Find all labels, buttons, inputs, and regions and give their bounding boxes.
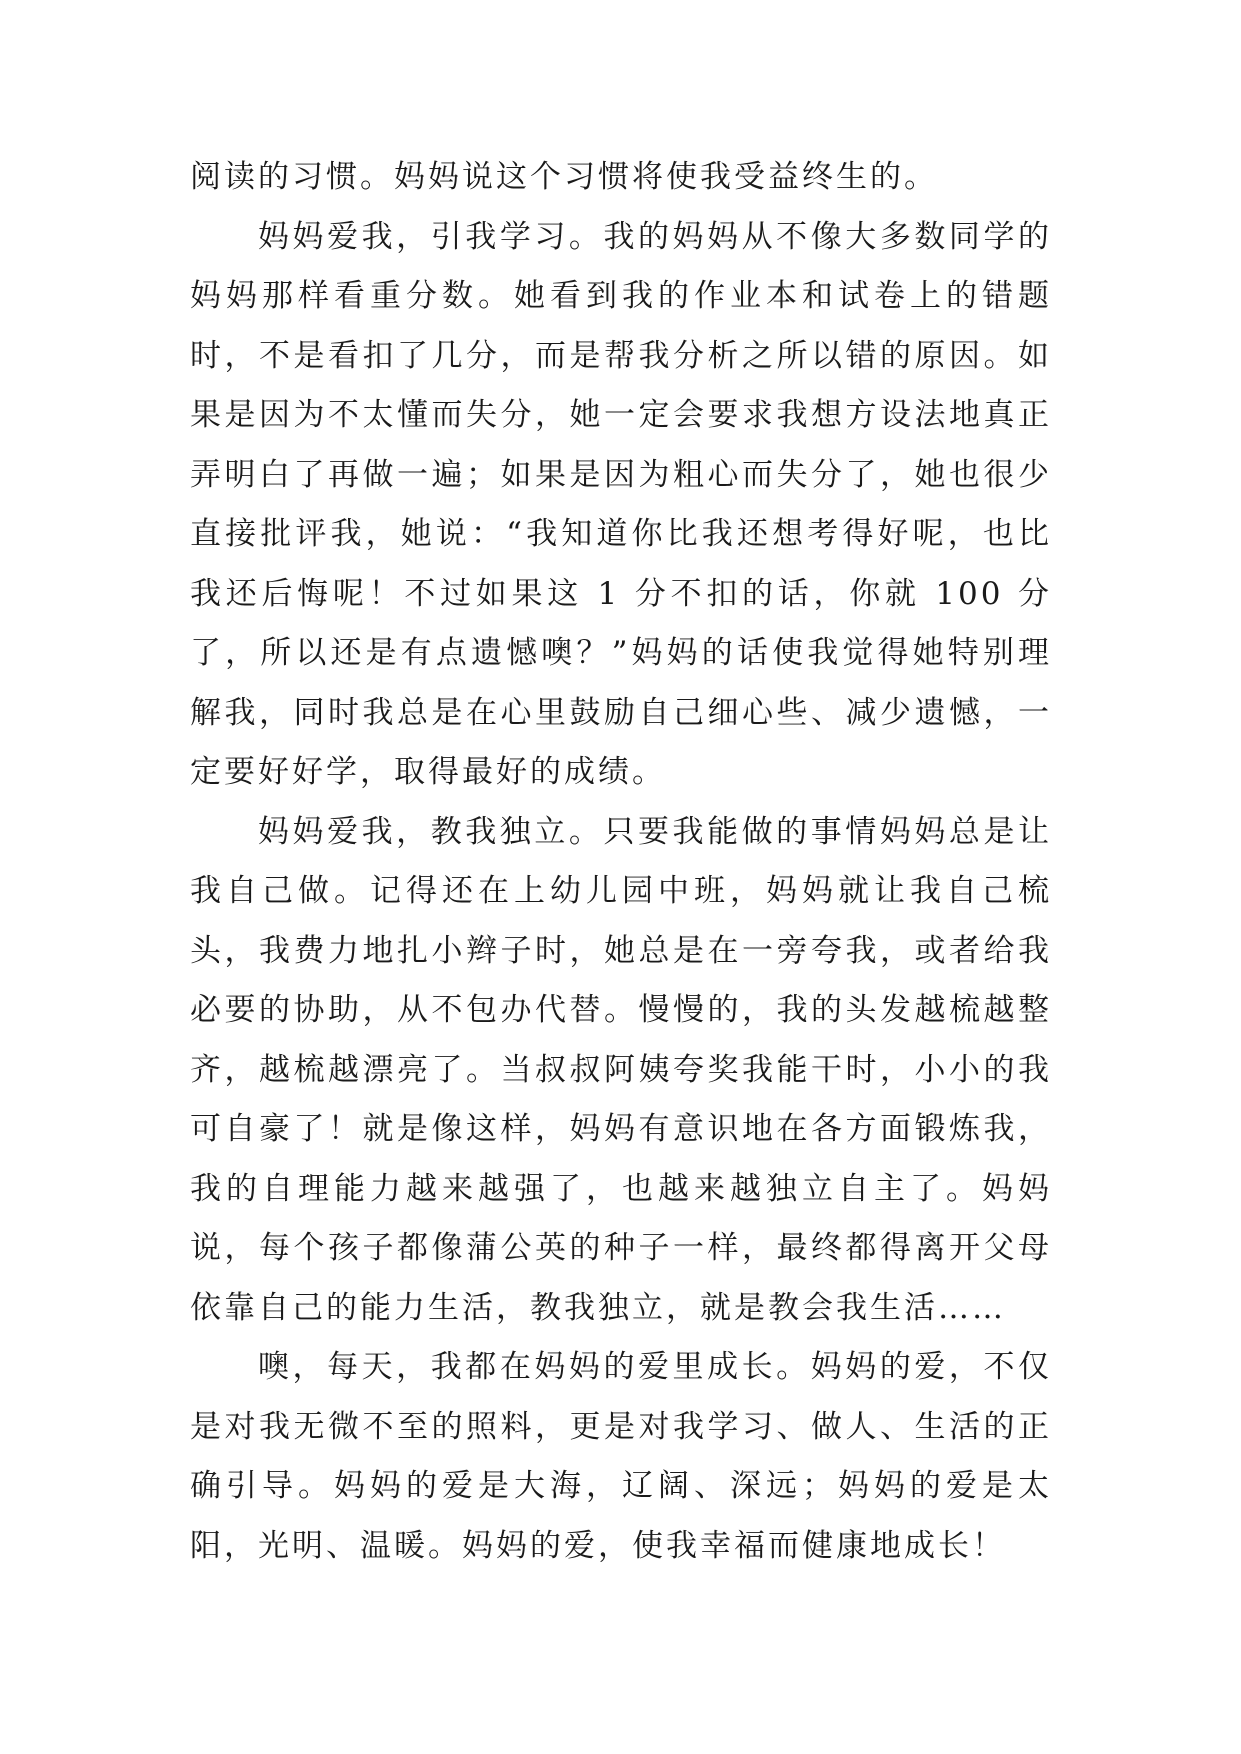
paragraph-continuation: 阅读的习惯。妈妈说这个习惯将使我受益终生的。 <box>190 159 938 195</box>
document-body <box>190 148 1052 1576</box>
paragraph-learning: 妈妈爱我，引我学习。我的妈妈从不像大多数同学的妈妈那样看重分数。她看到我的作业本和试卷上的错题时，不是看扣了几分，而是帮我分析之所以错的原因。如果是因为不太懂而失分，她一定会要求我想方设法地真正弄明白了再做一遍；如果是因为粗心而失分了，她也很少直接批评我，她说：“我知道你比我还想考得好呢，也比我还后悔呢！不过如果这 1 分不扣的话，你就 100 分了，所以还是有点遗憾噢？”妈妈的话使我觉得她特别理解我，同时我总是在心里鼓励自己细心些、减少遗憾，一定要好好学，取得最好的成绩。 <box>190 218 1052 790</box>
paragraph-conclusion: 噢，每天，我都在妈妈的爱里成长。妈妈的爱，不仅是对我无微不至的照料，更是对我学习、做人、生活的正确引导。妈妈的爱是大海，辽阔、深远；妈妈的爱是太阳，光明、温暖。妈妈的爱，使我幸福而健康地成长！ <box>190 1349 1052 1564</box>
paragraph-independence: 妈妈爱我，教我独立。只要我能做的事情妈妈总是让我自己做。记得还在上幼儿园中班，妈妈就让我自己梳头，我费力地扎小辫子时，她总是在一旁夸我，或者给我必要的协助，从不包办代替。慢慢的，我的头发越梳越整齐，越梳越漂亮了。当叔叔阿姨夸奖我能干时，小小的我可自豪了！就是像这样，妈妈有意识地在各方面锻炼我，我的自理能力越来越强了，也越来越独立自主了。妈妈说，每个孩子都像蒲公英的种子一样，最终都得离开父母依靠自己的能力生活，教我独立，就是教会我生活…… <box>190 813 1052 1326</box>
